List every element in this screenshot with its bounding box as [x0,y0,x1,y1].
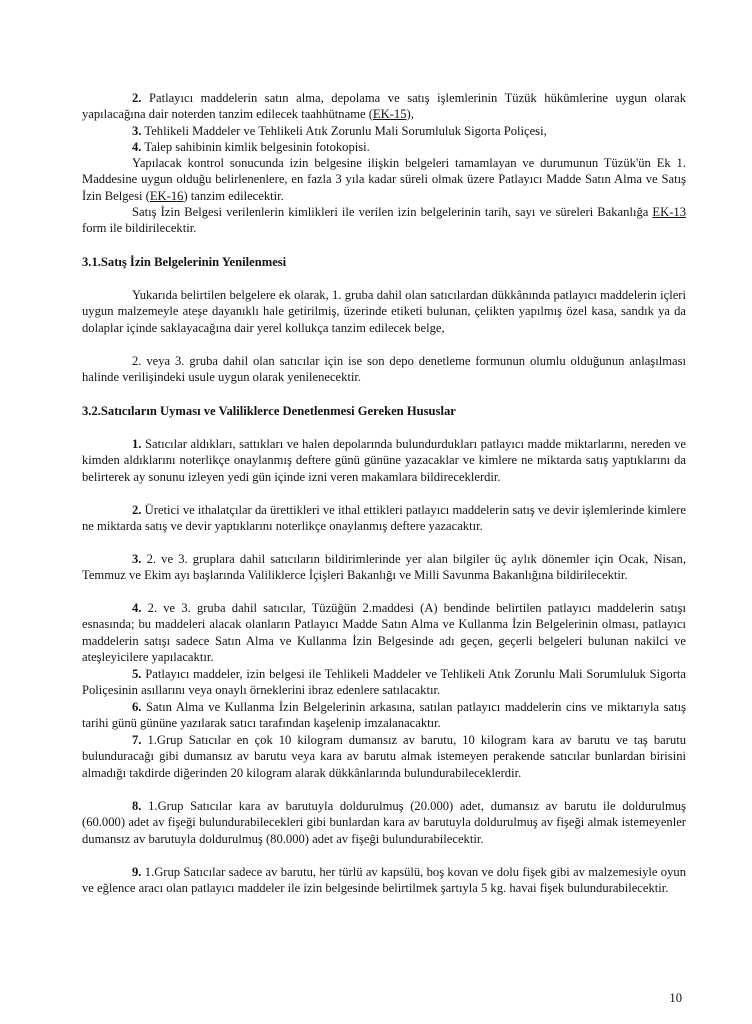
rule-item-5 [82,666,686,699]
paragraph-text: Yapılacak kontrol sonucunda izin belgesine ilişkin belgeleri tamamlayan ve durumunun Tüzük'ün Ek 1. Maddesine uygun olduğu belirlenenlere, en fazla 3 yıla kadar süreli olmak üzere Patlayıcı Madde Satın Alma ve Satış İzin Belgesi ( [82,156,686,203]
item-number: 1. [132,437,142,451]
item-text: Satın Alma ve Kullanma İzin Belgelerinin arkasına, satılan patlayıcı maddelerin cins ve miktarıyla satış tarihi günü gününe yazılarak satıcı tarafından kaşelenip imzalanacaktır. [82,700,686,731]
item-text: Satıcılar aldıkları, sattıkları ve halen depolarında bulundurdukları patlayıcı madde miktarlarını, nereden ve kimden aldıklarını noterlikçe onaylanmış deftere günü gününe yazacaklar ve kimlere ne miktarda satış yaptıklarını da belirterek ay sonunu izleyen yedi gün içinde izni veren makamlara bildireceklerdir. [82,437,686,484]
ek-16-reference: EK-16 [149,188,184,203]
rule-item-9 [82,864,686,897]
item-3-paragraph [82,123,686,139]
item-number: 6. [132,700,142,714]
item-text: 2. ve 3. gruplara dahil satıcıların bildirimlerinde yer alan bilgiler üç aylık dönemler için Ocak, Nisan, Temmuz ve Ekim ayı başlarında Valiliklerce İçişleri Bakanlığı ve Milli Savunma Bakanlığına bildirilecektir. [82,552,686,583]
item-text: Üretici ve ithalatçılar da ürettikleri ve ithal ettikleri patlayıcı maddelerin satış ve devir işlemlerinde kimlere ne miktarda satış ve devir yaptıklarını noterlikçe onaylanmış deftere yazacaktır. [82,503,686,534]
ek-13-reference: EK-13 [652,205,686,219]
item-4-paragraph [82,139,686,155]
item-text: Talep sahibinin kimlik belgesinin fotokopisi. [144,140,370,154]
item-number: 2. [132,503,142,517]
section-3-1-paragraph-1: Yukarıda belirtilen belgelere ek olarak, 1. gruba dahil olan satıcılardan dükkânında patlayıcı maddelerin içleri uygun malzemeyle ateşe dayanıklı hale getirilmiş, üzerinde etiketi bulunan, çelikten yapılmış özel kasa, sandık ya da dolaplar içinde saklayacağına dair yerel kollukça tanzim edilecek belge, [82,288,686,335]
paragraph-text-end: ) tanzim edilecektir. [183,188,284,203]
ek-15-reference: EK-15 [372,107,407,122]
section-3-1-heading: 3.1.Satış İzin Belgelerinin Yenilenmesi [82,255,287,269]
paragraph-text-end: form ile bildirilecektir. [82,221,197,236]
page-number: 10 [669,991,682,1005]
rule-item-7 [82,732,686,781]
notification-paragraph [82,204,686,237]
item-text: 2. ve 3. gruba dahil satıcılar, Tüzüğün 2.maddesi (A) bendinde belirtilen patlayıcı maddelerin satışı esnasında; bu maddeleri alacak olanların Patlayıcı Madde Satın Alma ve Kullanma İzin Belgelerinin olması, patlayıcı maddelerin satışı sadece Satın Alma ve Kullanma İzin Belgesinde adı geçen, geçerli belgeleri bulunan nakilci ve ateşleyicilere yapılacaktır. [82,601,686,664]
item-number: 7. [132,733,142,747]
item-text: Patlayıcı maddelerin satın alma, depolama ve satış işlemlerinin Tüzük hükümlerine uygun olarak yapılacağına dair noterden tanzim edilecek taahhütname ( [82,91,686,122]
item-number: 3. [132,124,142,138]
rule-item-1 [82,436,686,485]
paragraph-text: Satış İzin Belgesi verilenlerin kimlikleri ile verilen izin belgelerinin tarih, sayı ve süreleri Bakanlığa [132,205,653,219]
rule-item-2 [82,502,686,535]
item-text: 1.Grup Satıcılar sadece av barutu, her türlü av kapsülü, boş kovan ve dolu fişek gibi av malzemesiyle oyun ve eğlence aracı olan patlayıcı maddeler ile izin belgesinde belirtilmek şartıyla 5 kg. havai fişek bulundurabilecektir. [82,865,686,896]
item-number: 8. [132,799,142,813]
rule-item-8 [82,798,686,847]
item-number: 3. [132,552,142,566]
item-text: 1.Grup Satıcılar kara av barutuyla doldurulmuş (20.000) adet, dumansız av barutu ile doldurulmuş (60.000) adet av fişeği bulundurabilecekleri gibi bunlardan kara av barutuyla doldurulmuş av fişeği almak istemeyenler dumansız av barutuyla doldurulmuş (80.000) adet av fişeği bulundurabilecektir. [82,799,686,846]
section-3-2-heading: 3.2.Satıcıların Uyması ve Valiliklerce Denetlenmesi Gereken Hususlar [82,404,456,418]
item-number: 4. [132,140,142,154]
item-text-end: ), [406,107,414,122]
rule-item-4 [82,600,686,665]
item-number: 9. [132,865,142,879]
item-text: 1.Grup Satıcılar en çok 10 kilogram dumansız av barutu, 10 kilogram kara av barutu ve taş barutu bulunduracağı gibi dumansız av barutu veya kara av barutu almak istemeyen perakende satıcılar bunlardan birisini almadığı takdirde diğerinden 20 kilogram alarak dükkânlarında bulundurabileceklerdir. [82,733,686,780]
rule-item-3 [82,551,686,584]
rule-item-6 [82,699,686,732]
item-number: 5. [132,667,142,681]
item-number: 2. [132,91,142,105]
item-text: Tehlikeli Maddeler ve Tehlikeli Atık Zorunlu Mali Sorumluluk Sigorta Poliçesi, [144,124,547,138]
item-text: Patlayıcı maddeler, izin belgesi ile Tehlikeli Maddeler ve Tehlikeli Atık Zorunlu Mali Sorumluluk Sigorta Poliçesinin asıllarını veya onaylı örneklerini ibraz edenlere satılacaktır. [82,667,686,698]
item-number: 4. [132,601,142,615]
section-3-1-paragraph-2: 2. veya 3. gruba dahil olan satıcılar için ise son depo denetleme formunun olumlu olduğunun anlaşılması halinde verilişindeki usule uygun olarak yenilenecektir. [82,354,686,385]
item-2-paragraph [82,90,686,123]
inspection-paragraph [82,155,686,204]
